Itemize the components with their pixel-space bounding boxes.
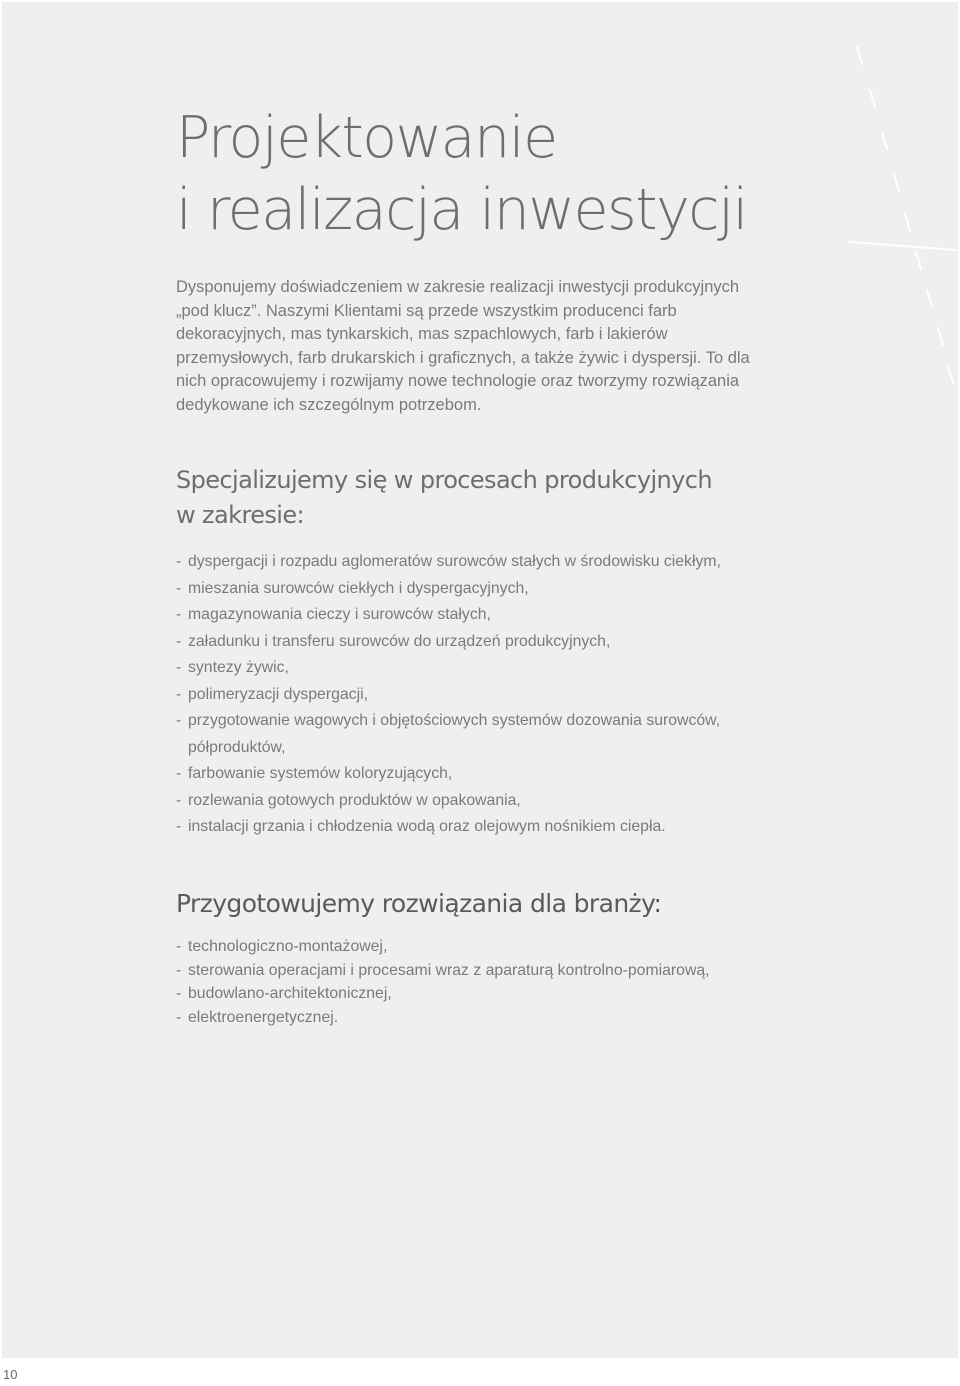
list-item: [176, 655, 816, 682]
list-item: [176, 761, 816, 788]
list-item-text: sterowania operacjami i procesami wraz z aparaturą kontrolno-pomiarową,: [188, 961, 710, 979]
bullet-dash: -: [176, 659, 182, 676]
list-item: [176, 576, 816, 603]
deco-stroke: [870, 90, 875, 107]
intro-line: przemysłowych, farb drukarskich i graficznych, a także żywic i dyspersji. To dla: [176, 348, 750, 367]
list-item: [176, 935, 816, 959]
list-item-text: instalacji grzania i chłodzenia wodą oraz olejowym nośnikiem ciepła.: [188, 818, 666, 835]
list-item-text: elektroenergetycznej.: [188, 1008, 339, 1026]
branches-heading-text: Przygotowujemy rozwiązania dla branży:: [176, 889, 662, 918]
intro-line: Dysponujemy doświadczeniem w zakresie realizacji inwestycji produkcyjnych: [176, 278, 740, 296]
bullet-dash: -: [176, 553, 182, 570]
list-item: [176, 549, 816, 576]
intro-line: nich opracowujemy i rozwijamy nowe technologie oraz tworzymy rozwiązania: [176, 372, 740, 390]
bullet-dash: -: [176, 685, 182, 703]
title-line-1: Projektowanie: [176, 105, 557, 171]
title-line-2: i realizacja inwestycji: [176, 177, 747, 243]
list-item: [176, 708, 816, 761]
list-item: [176, 1006, 816, 1030]
list-item-text: mieszania surowców ciekłych i dyspergacyjnych,: [188, 579, 529, 597]
specialization-heading-line-2: w zakresie:: [176, 501, 304, 529]
branches-heading: [176, 886, 661, 921]
list-item: [176, 682, 816, 709]
deco-stroke: [850, 242, 956, 250]
list-item: [176, 629, 816, 656]
list-item-text: magazynowania cieczy i surowców stałych,: [188, 606, 491, 623]
list-item-text: dyspergacji i rozpadu aglomeratów surowców stałych w środowisku ciekłym,: [188, 553, 721, 570]
deco-stroke: [882, 132, 887, 149]
bullet-dash: -: [176, 938, 182, 955]
bullet-dash: -: [176, 985, 182, 1002]
bullet-dash: -: [176, 818, 182, 835]
list-item: [176, 982, 816, 1006]
bullet-dash: -: [176, 765, 182, 782]
list-item-continuation: półproduktów,: [188, 738, 286, 756]
specialization-heading: [176, 463, 712, 533]
bullet-dash: -: [176, 579, 182, 597]
intro-line: dedykowane ich szczególnym potrzebom.: [176, 395, 482, 414]
deco-stroke: [948, 366, 953, 383]
specialization-list: [176, 549, 816, 841]
intro-paragraph: [176, 276, 816, 417]
deco-stroke: [905, 214, 910, 231]
list-item-text: farbowanie systemów koloryzujących,: [188, 765, 453, 782]
list-item-text: rozlewania gotowych produktów w opakowania,: [188, 791, 521, 809]
bullet-dash: -: [176, 632, 182, 650]
intro-line: dekoracyjnych, mas tynkarskich, mas szpachlowych, farb i lakierów: [176, 325, 668, 343]
deco-stroke: [916, 252, 921, 269]
list-item-text: załadunku i transferu surowców do urządzeń produkcyjnych,: [188, 632, 611, 650]
content-panel: [2, 2, 958, 1358]
bullet-dash: -: [176, 606, 182, 623]
list-item: [176, 814, 816, 841]
list-item-text: technologiczno-montażowej,: [188, 938, 388, 955]
deco-stroke: [894, 174, 899, 191]
bullet-dash: -: [176, 712, 182, 729]
list-item-text: syntezy żywic,: [188, 659, 289, 676]
list-item-text: budowlano-architektonicznej,: [188, 985, 392, 1002]
deco-stroke: [927, 290, 932, 307]
page-title: [176, 102, 747, 246]
page-number: 10: [3, 1367, 18, 1382]
bullet-dash: -: [176, 1008, 182, 1026]
list-item-text: polimeryzacji dyspergacji,: [188, 685, 368, 703]
bullet-dash: -: [176, 791, 182, 809]
deco-stroke: [857, 47, 862, 64]
list-item: [176, 959, 816, 983]
specialization-heading-line-1: Specjalizujemy się w procesach produkcyjnych: [176, 466, 712, 494]
branches-list: [176, 935, 816, 1029]
bullet-dash: -: [176, 961, 182, 979]
list-item: [176, 788, 816, 815]
deco-stroke: [938, 328, 943, 345]
intro-line: „pod klucz”. Naszymi Klientami są przede wszystkim producenci farb: [176, 301, 677, 320]
list-item-text: przygotowanie wagowych i objętościowych systemów dozowania surowców,: [188, 712, 721, 729]
list-item: [176, 602, 816, 629]
